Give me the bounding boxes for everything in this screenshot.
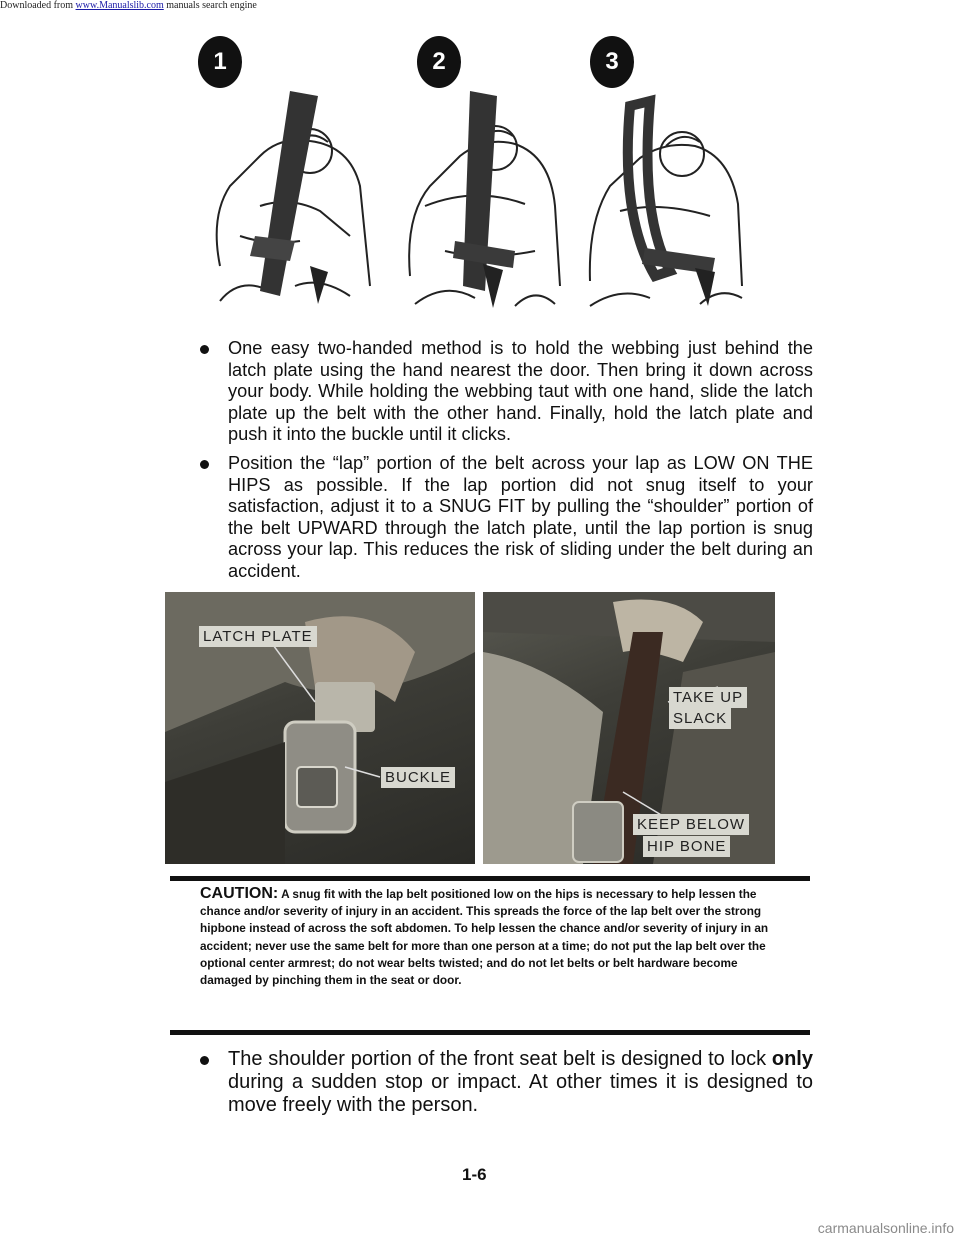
watermark-text: carmanualsonline.info (817, 1220, 954, 1236)
banner-suffix: manuals search engine (166, 0, 257, 11)
instruction-text: Position the “lap” portion of the belt across your lap as LOW ON THE HIPS as possible. If the lap portion did not snug itself to your satisfaction, adjust it to a SNUG FIT by pulling the “shoulder” portion of the belt UPWARD through the latch plate, until the lap portion is snug across your lap. This reduces the risk of sliding under the belt during an accident. (228, 452, 813, 581)
take-up-label: TAKE UP (669, 687, 747, 708)
hip-bone-label: HIP BONE (643, 836, 730, 857)
latch-plate-buckle-photo (165, 592, 475, 864)
bullet-icon (200, 460, 209, 469)
illustration-step-1 (200, 36, 390, 326)
lap-belt-adjustment-photo (483, 592, 775, 864)
instruction-text: One easy two-handed method is to hold the webbing just behind the latch plate using the hand nearest the door. Then bring it down across your body. While holding the webbing taut with one hand, slide the latch plate up the belt with the other hand. Finally, hold the latch plate and push it into the buckle until it clicks. (228, 338, 813, 445)
caution-text: A snug fit with the lap belt positioned low on the hips is necessary to help lessen the chance and/or severity of injury in an accident. This spreads the force of the lap belt over the strong hipbone instead of across the soft abdomen. To help lessen the chance and/or severity of injury in an accident; never use the same belt for more than one person at a time; do not put the lap belt over the optional center armrest; do not wear belts twisted; and do not let belts or belt hardware become damaged by pinching them in the seat or door. (200, 887, 769, 988)
page-number: 1-6 (462, 1165, 487, 1184)
instruction-item (198, 453, 813, 583)
instruction-item (198, 1048, 813, 1117)
banner-prefix: Downloaded from (0, 0, 74, 11)
keep-below-label: KEEP BELOW (633, 814, 749, 835)
download-banner (0, 0, 960, 14)
note-text-after: during a sudden stop or impact. At other times it is designed to move freely with the person. (228, 1071, 813, 1116)
caution-label: CAUTION: (200, 885, 279, 902)
seatbelt-illustrations (200, 36, 760, 326)
caution-top-rule (170, 876, 810, 881)
bullet-icon (200, 345, 209, 354)
shoulder-belt-note (198, 1048, 813, 1124)
bullet-icon (200, 1056, 209, 1065)
instruction-list (198, 338, 813, 590)
latch-plate-label: LATCH PLATE (199, 626, 317, 647)
step-number-badge: 1 (198, 36, 242, 88)
caution-block (200, 885, 790, 989)
buckle-label: BUCKLE (381, 767, 455, 788)
step-number-badge: 2 (417, 36, 461, 88)
instruction-item (198, 338, 813, 446)
step-number-badge: 3 (590, 36, 634, 88)
slack-label: SLACK (669, 708, 731, 729)
illustration-step-3 (570, 36, 760, 326)
illustration-step-2 (385, 36, 575, 326)
caution-bottom-rule (170, 1030, 810, 1035)
note-text-before: The shoulder portion of the front seat belt is designed to lock (228, 1048, 772, 1070)
note-emphasis: only (771, 1048, 813, 1070)
person-buckling-figure-2 (385, 36, 575, 326)
manualslib-link[interactable]: www.Manualslib.com (75, 0, 164, 11)
